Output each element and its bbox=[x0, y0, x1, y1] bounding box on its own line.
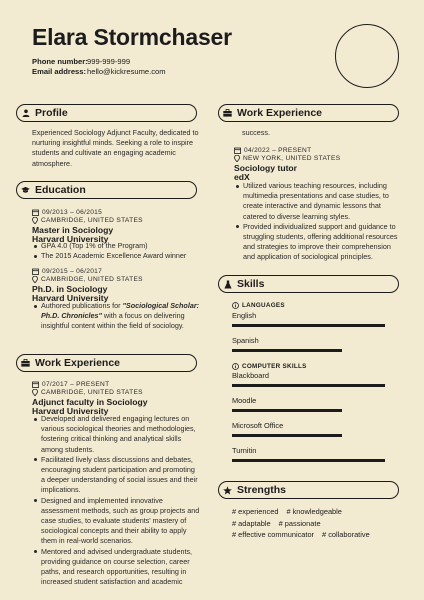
flask-icon bbox=[223, 280, 232, 289]
strengths-title: Strengths bbox=[237, 484, 287, 496]
skill-level-bar bbox=[232, 409, 342, 412]
strength-tag: # adaptable bbox=[232, 518, 271, 528]
strength-tag: # experienced bbox=[232, 507, 279, 516]
strength-tag: # passionate bbox=[278, 518, 321, 528]
graduation-cap-icon bbox=[21, 186, 30, 195]
strength-tag: # effective communicator bbox=[232, 530, 315, 540]
list-item: Mentored and advised undergraduate students, providing guidance on course selection, career paths, and research opportunities, resulting in increased student satisfaction and academic bbox=[32, 547, 200, 588]
job2-org: edX bbox=[234, 172, 250, 182]
skill-name: Blackboard bbox=[232, 371, 269, 380]
skill-level-bar bbox=[232, 349, 342, 352]
edu2-bullets bbox=[32, 301, 200, 332]
list-item: The 2015 Academic Excellence Award winner bbox=[32, 251, 200, 261]
edu1-bullets bbox=[32, 241, 200, 261]
briefcase-icon bbox=[21, 359, 30, 368]
job1-role: Adjunct faculty in Sociology bbox=[32, 397, 148, 407]
location-pin-icon bbox=[234, 155, 240, 162]
skill-name: English bbox=[232, 311, 257, 320]
candidate-name: Elara Stormchaser bbox=[32, 24, 232, 50]
work-experience-section-header bbox=[16, 354, 197, 372]
edu1-location: CAMBRIDGE, UNITED STATES bbox=[32, 217, 143, 224]
phone-label: Phone number: bbox=[32, 57, 88, 66]
list-item: Provided individualized support and guidance to struggling students, offering additional resources and strategies to improve their comprehension and application of sociological principles. bbox=[234, 222, 399, 263]
languages-subheading: LANGUAGES bbox=[232, 302, 285, 309]
phone-value: 999-999-999 bbox=[87, 57, 131, 66]
profile-title: Profile bbox=[35, 107, 68, 119]
edu2-school: Harvard University bbox=[32, 293, 109, 303]
list-item: Developed and delivered engaging lectures on various sociological theories and methodologies, fostering critical thinking and analytical skills among students. bbox=[32, 414, 200, 455]
profile-section-header bbox=[16, 104, 197, 122]
skill-name: Spanish bbox=[232, 336, 259, 345]
briefcase-icon bbox=[223, 109, 232, 118]
strengths-tags bbox=[232, 506, 402, 541]
education-section-header bbox=[16, 181, 197, 199]
education-title: Education bbox=[35, 184, 86, 196]
list-item: Facilitated lively class discussions and debates, encouraging student participation and promoting a deeper understanding of social issues and their implications. bbox=[32, 455, 200, 496]
work-title-right: Work Experience bbox=[237, 107, 323, 119]
location-pin-icon bbox=[32, 389, 38, 396]
skill-level-bar bbox=[232, 324, 385, 327]
email-row bbox=[32, 67, 166, 76]
edu1-school: Harvard University bbox=[32, 234, 109, 244]
edu1-dates: 09/2013 – 06/2015 bbox=[32, 209, 102, 216]
edu2-location: CAMBRIDGE, UNITED STATES bbox=[32, 276, 143, 283]
calendar-icon bbox=[234, 147, 241, 154]
list-item: Authored publications for "Sociological Scholar: Ph.D. Chronicles" with a focus on delivering insightful content within the field of sociology. bbox=[32, 301, 200, 332]
list-item: GPA 4.0 (Top 1% of the Program) bbox=[32, 241, 200, 251]
skills-section-header bbox=[218, 275, 399, 293]
edu1-degree: Master in Sociology bbox=[32, 225, 114, 235]
person-icon bbox=[21, 109, 30, 118]
skill-name: Moodle bbox=[232, 396, 257, 405]
info-icon bbox=[232, 302, 239, 309]
skill-level-bar bbox=[232, 459, 385, 462]
job1-org: Harvard University bbox=[32, 406, 109, 416]
skill-name: Microsoft Office bbox=[232, 421, 284, 430]
edu2-dates: 09/2015 – 06/2017 bbox=[32, 268, 102, 275]
email-label: Email address: bbox=[32, 67, 87, 76]
location-pin-icon bbox=[32, 276, 38, 283]
star-icon bbox=[223, 486, 232, 495]
skill-name: Turnitin bbox=[232, 446, 257, 455]
job2-bullets bbox=[234, 181, 399, 263]
strength-tag: # knowledgeable bbox=[286, 507, 342, 516]
calendar-icon bbox=[32, 381, 39, 388]
edu2-degree: Ph.D. in Sociology bbox=[32, 284, 108, 294]
skill-level-bar bbox=[232, 434, 342, 437]
job2-role: Sociology tutor bbox=[234, 163, 298, 173]
calendar-icon bbox=[32, 268, 39, 275]
job1-dates: 07/2017 – PRESENT bbox=[32, 381, 109, 388]
job2-location: NEW YORK, UNITED STATES bbox=[234, 155, 340, 162]
location-pin-icon bbox=[32, 217, 38, 224]
skill-level-bar bbox=[232, 384, 385, 387]
profile-summary: Experienced Sociology Adjunct Faculty, dedicated to nurturing insightful minds. Seeking a role to inspire students and cultivate an engaging academic atmosphere. bbox=[32, 128, 199, 168]
skills-title: Skills bbox=[237, 278, 265, 290]
work-experience-continued-header bbox=[218, 104, 399, 122]
phone-row bbox=[32, 57, 130, 66]
profile-photo-placeholder bbox=[335, 24, 399, 88]
strength-tag: # collaborative bbox=[322, 530, 370, 540]
work-title-left: Work Experience bbox=[35, 357, 121, 369]
info-icon bbox=[232, 363, 239, 370]
job2-dates: 04/2022 – PRESENT bbox=[234, 147, 311, 154]
list-item: Designed and implemented innovative assessment methods, such as group projects and case studies, to evaluate students' mastery of sociological concepts and their ability to apply them in real-world scenarios. bbox=[32, 496, 200, 547]
email-value: hello@kickresume.com bbox=[87, 67, 166, 76]
computer-skills-subheading: COMPUTER SKILLS bbox=[232, 363, 307, 370]
continued-text: success. bbox=[242, 128, 270, 137]
calendar-icon bbox=[32, 209, 39, 216]
strengths-section-header bbox=[218, 481, 399, 499]
job1-bullets bbox=[32, 414, 200, 587]
list-item: Utilized various teaching resources, including multimedia presentations and case studies, to create interactive and dynamic lessons that catered to diverse learning styles. bbox=[234, 181, 399, 222]
job1-location: CAMBRIDGE, UNITED STATES bbox=[32, 389, 143, 396]
